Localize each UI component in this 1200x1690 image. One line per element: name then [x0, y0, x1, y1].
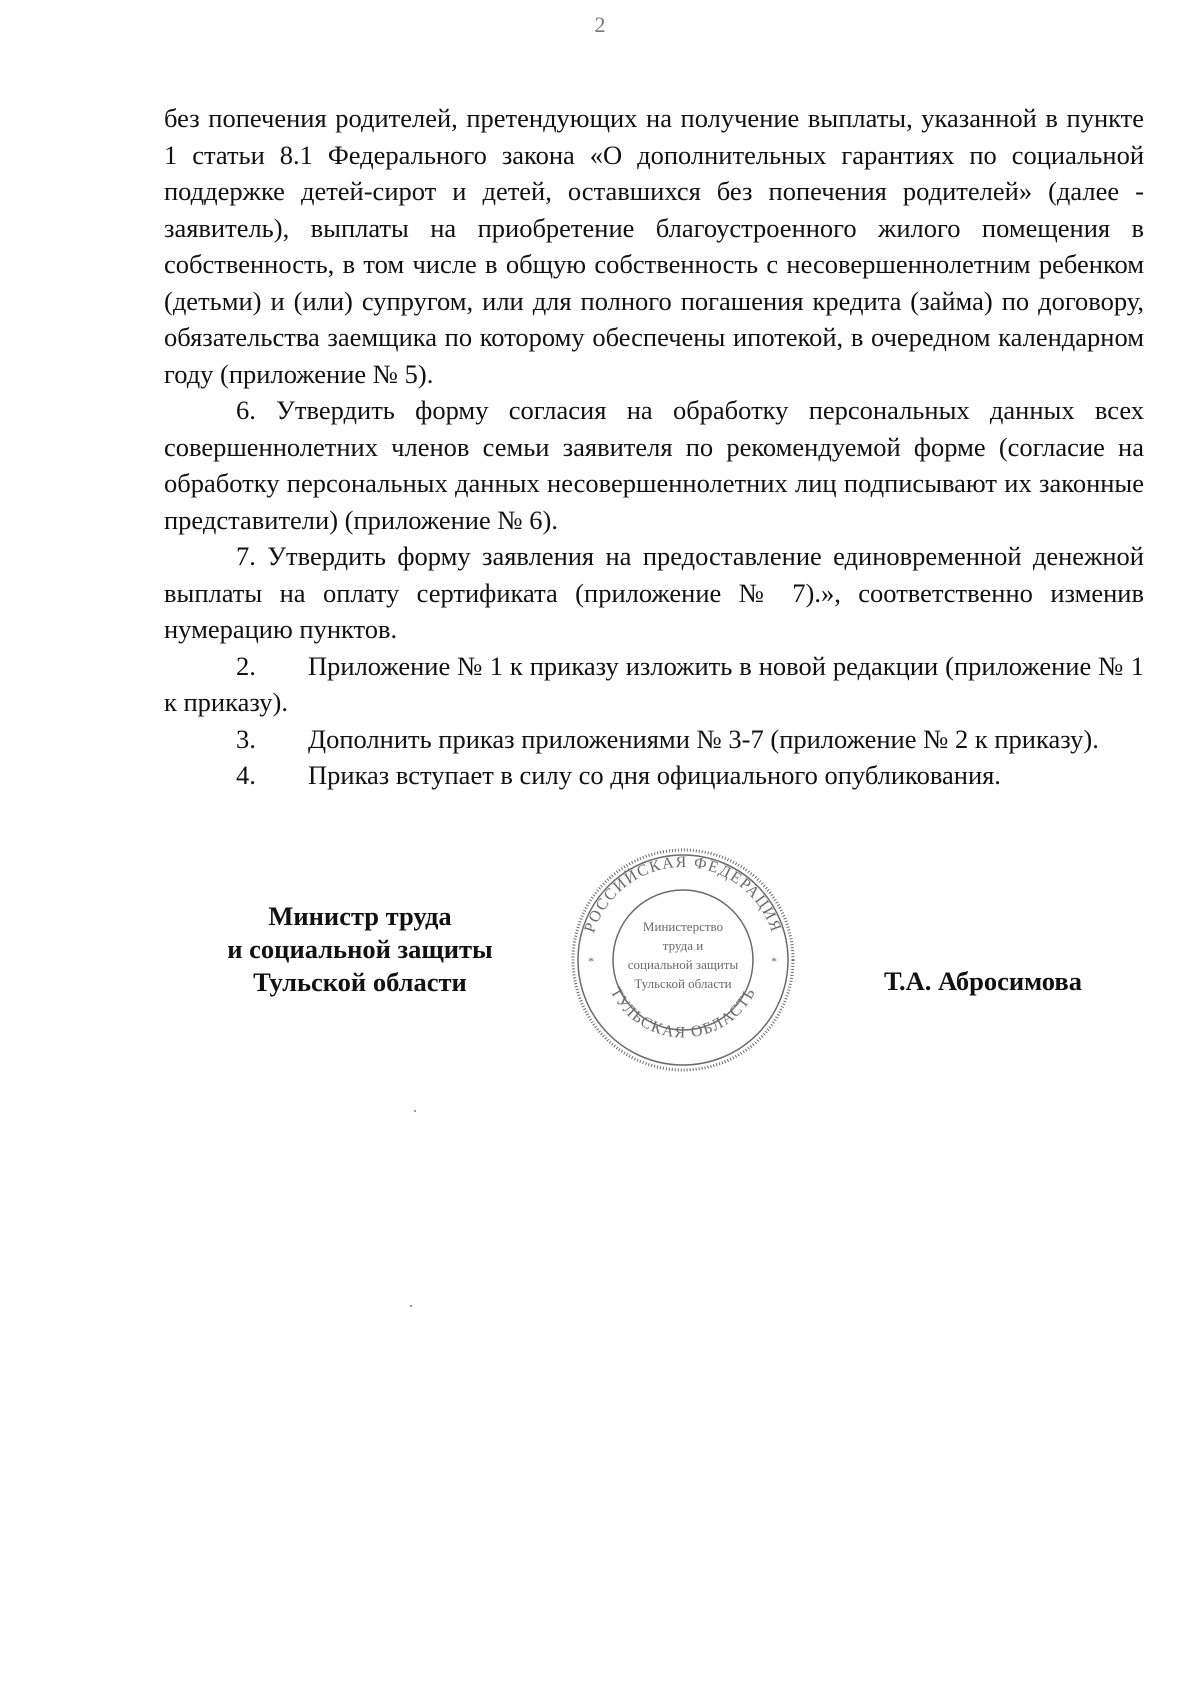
svg-text:ТУЛЬСКАЯ ОБЛАСТЬ	[607, 985, 760, 1042]
stamp-outer-bottom-text	[607, 985, 760, 1042]
stamp-center-line-4: Тульской области	[634, 976, 732, 991]
star-icon: *	[771, 954, 777, 968]
scan-speck	[410, 1305, 412, 1307]
official-stamp	[568, 845, 798, 1075]
stamp-center-line-2: труда и	[662, 938, 704, 953]
signature-title-line-3: Тульской области	[253, 967, 467, 997]
scan-speck	[414, 1110, 416, 1112]
paragraph-item-6: 6. Утвердить форму согласия на обработку персональных данных всех совершеннолетних членов семьи заявителя по рекомендуемой форме (согласие на обработку персональных данных несовершеннолетних лиц подписывают их законные представители) (приложение № 6).	[164, 395, 1144, 535]
item-text: Приложение № 1 к приказу изложить в новой редакции (приложение № 1 к приказу).	[164, 650, 1144, 717]
stamp-center-line-3: социальной защиты	[627, 957, 739, 972]
stamp-outer-bottom-text-span: ТУЛЬСКАЯ ОБЛАСТЬ	[606, 984, 760, 1042]
item-number: 2.	[236, 650, 256, 681]
page-number: 2	[594, 12, 606, 37]
numbered-item-4	[164, 757, 1144, 794]
stamp-center-text	[618, 917, 748, 993]
signer-name: Т.А. Абросимова	[884, 966, 1082, 996]
item-text: Дополнить приказ приложениями № 3-7 (приложение № 2 к приказу).	[308, 723, 1099, 754]
signature-title-line-1: Министр труда	[268, 901, 452, 931]
numbered-item-2	[164, 648, 1144, 721]
document-body	[164, 100, 1144, 794]
numbered-item-3	[164, 721, 1144, 758]
star-icon: *	[588, 954, 594, 968]
item-number: 3.	[236, 723, 256, 754]
paragraph-continuation: без попечения родителей, претендующих на получение выплаты, указанной в пункте 1 статьи 8.1 Федерального закона «О дополнительных гарантиях по социальной поддержке детей-сирот и детей, оставшихся без попечения родителей» (далее - заявитель), выплаты на приобретение благоустроенного жилого помещения в собственность, в том числе в общую собственность с несовершеннолетним ребенком (детьми) и (или) супругом, или для полного погашения кредита (займа) по договору, обязательства заемщика по которому обеспечены ипотекой, в очередном календарном году (приложение № 5).	[164, 103, 1144, 389]
item-number: 4.	[236, 760, 256, 790]
signature-title-line-2: и социальной защиты	[227, 934, 493, 964]
paragraph-item-7: 7. Утвердить форму заявления на предоставление единовременной денежной выплаты на оплату сертификата (приложение № 7).», соответственно изменив нумерацию пунктов.	[164, 541, 1144, 644]
signature-title	[200, 900, 520, 999]
stamp-center-line-1: Министерство	[642, 919, 724, 934]
item-text: Приказ вступает в силу со дня официального опубликования.	[308, 760, 1001, 790]
stamp-outer-top-text: РОССИЙСКАЯ ФЕДЕРАЦИЯ	[581, 853, 785, 935]
